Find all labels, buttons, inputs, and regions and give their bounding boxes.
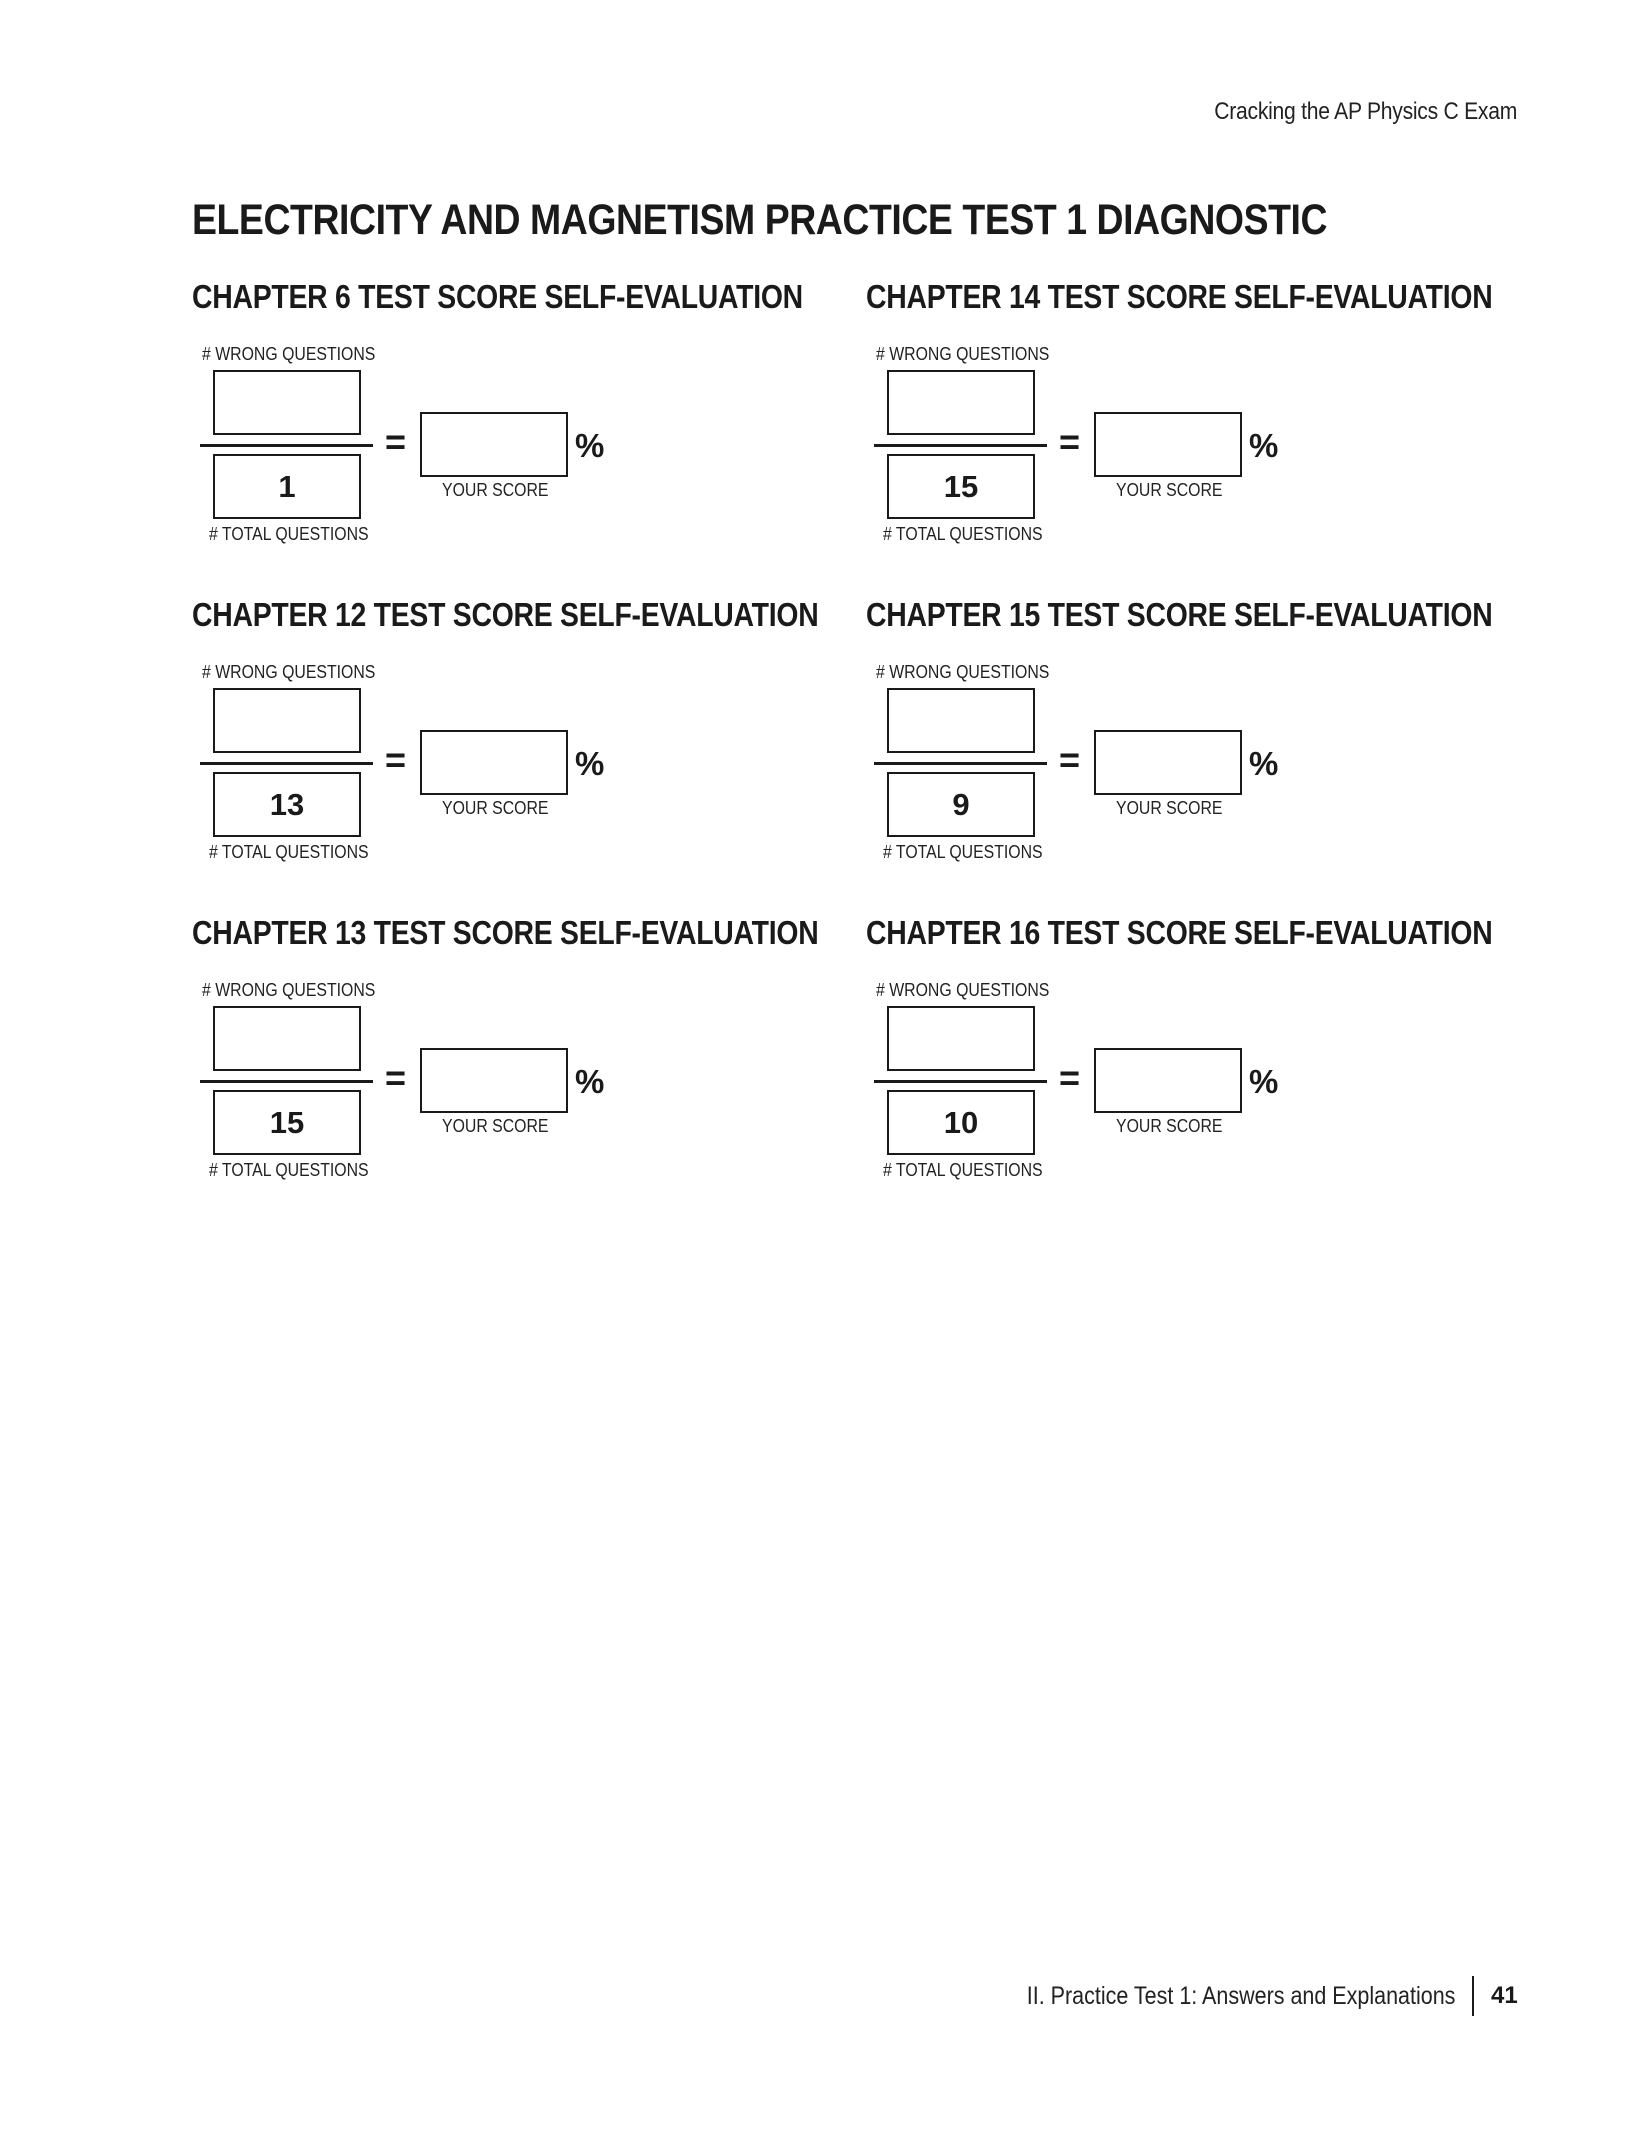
section-title: CHAPTER 14 TEST SCORE SELF-EVALUATION: [866, 278, 1493, 315]
self-evaluation-chapter-6: [192, 278, 832, 578]
equals-sign: =: [1059, 1057, 1081, 1098]
percent-sign: %: [575, 427, 605, 464]
section-title: CHAPTER 12 TEST SCORE SELF-EVALUATION: [192, 596, 819, 633]
page-title: ELECTRICITY AND MAGNETISM PRACTICE TEST 1 DIAGNOSTIC: [192, 196, 1328, 244]
total-questions-box: 9: [887, 772, 1035, 837]
fraction-bar: [200, 1080, 373, 1083]
your-score-box[interactable]: [420, 412, 568, 477]
fraction-bar: [874, 444, 1047, 447]
total-questions-box: 1: [213, 454, 361, 519]
wrong-questions-box[interactable]: [213, 370, 361, 435]
total-questions-box: 15: [887, 454, 1035, 519]
wrong-questions-label: # WRONG QUESTIONS: [876, 662, 1050, 682]
self-evaluation-chapter-13: [192, 914, 832, 1214]
equals-sign: =: [1059, 739, 1081, 780]
your-score-label: YOUR SCORE: [1116, 1116, 1223, 1136]
your-score-box[interactable]: [420, 730, 568, 795]
equals-sign: =: [1059, 421, 1081, 462]
your-score-box[interactable]: [1094, 730, 1242, 795]
your-score-label: YOUR SCORE: [1116, 480, 1223, 500]
total-questions-label: # TOTAL QUESTIONS: [883, 524, 1043, 544]
running-head: Cracking the AP Physics C Exam: [1214, 98, 1517, 125]
wrong-questions-label: # WRONG QUESTIONS: [202, 344, 376, 364]
footer-divider: [1472, 1976, 1474, 2016]
self-evaluation-chapter-16: [866, 914, 1506, 1214]
total-questions-box: 13: [213, 772, 361, 837]
your-score-box[interactable]: [420, 1048, 568, 1113]
your-score-box[interactable]: [1094, 1048, 1242, 1113]
total-questions-box: 15: [213, 1090, 361, 1155]
wrong-questions-box[interactable]: [887, 688, 1035, 753]
section-title: CHAPTER 13 TEST SCORE SELF-EVALUATION: [192, 914, 819, 951]
your-score-label: YOUR SCORE: [442, 480, 549, 500]
wrong-questions-label: # WRONG QUESTIONS: [876, 344, 1050, 364]
total-questions-label: # TOTAL QUESTIONS: [209, 1160, 369, 1180]
self-evaluation-chapter-15: [866, 596, 1506, 896]
fraction-bar: [200, 762, 373, 765]
wrong-questions-label: # WRONG QUESTIONS: [876, 980, 1050, 1000]
section-title: CHAPTER 15 TEST SCORE SELF-EVALUATION: [866, 596, 1493, 633]
percent-sign: %: [1249, 745, 1279, 782]
self-evaluation-chapter-12: [192, 596, 832, 896]
equals-sign: =: [385, 421, 407, 462]
self-evaluation-chapter-14: [866, 278, 1506, 578]
your-score-label: YOUR SCORE: [442, 1116, 549, 1136]
percent-sign: %: [575, 1063, 605, 1100]
total-questions-label: # TOTAL QUESTIONS: [209, 842, 369, 862]
page-number: 41: [1491, 1982, 1518, 2009]
your-score-label: YOUR SCORE: [1116, 798, 1223, 818]
wrong-questions-label: # WRONG QUESTIONS: [202, 662, 376, 682]
your-score-label: YOUR SCORE: [442, 798, 549, 818]
footer-section-text: II. Practice Test 1: Answers and Explanations: [1026, 1982, 1455, 2010]
section-title: CHAPTER 16 TEST SCORE SELF-EVALUATION: [866, 914, 1493, 951]
total-questions-label: # TOTAL QUESTIONS: [209, 524, 369, 544]
wrong-questions-box[interactable]: [887, 1006, 1035, 1071]
wrong-questions-box[interactable]: [213, 1006, 361, 1071]
percent-sign: %: [575, 745, 605, 782]
equals-sign: =: [385, 1057, 407, 1098]
wrong-questions-label: # WRONG QUESTIONS: [202, 980, 376, 1000]
wrong-questions-box[interactable]: [887, 370, 1035, 435]
percent-sign: %: [1249, 1063, 1279, 1100]
total-questions-label: # TOTAL QUESTIONS: [883, 842, 1043, 862]
fraction-bar: [874, 1080, 1047, 1083]
fraction-bar: [200, 444, 373, 447]
section-title: CHAPTER 6 TEST SCORE SELF-EVALUATION: [192, 278, 803, 315]
wrong-questions-box[interactable]: [213, 688, 361, 753]
your-score-box[interactable]: [1094, 412, 1242, 477]
equals-sign: =: [385, 739, 407, 780]
percent-sign: %: [1249, 427, 1279, 464]
total-questions-box: 10: [887, 1090, 1035, 1155]
total-questions-label: # TOTAL QUESTIONS: [883, 1160, 1043, 1180]
fraction-bar: [874, 762, 1047, 765]
